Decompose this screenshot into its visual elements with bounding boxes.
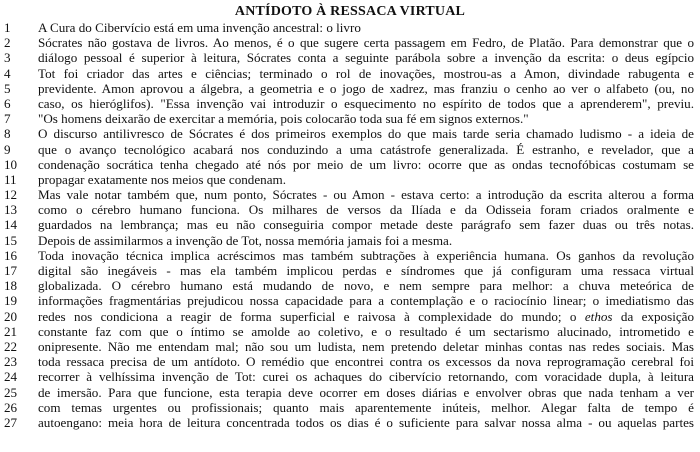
- line-text-segment: Tot foi criador das artes e ciências; terminado o rol de inovações, mostrou-as a Amon, divindade rabugenta e: [38, 65, 694, 81]
- text-line: [0, 400, 700, 415]
- line-text-segment: recorrer à velhíssima invenção de Tot: curei os achaques do cibervício retornando, com voracidade dupla, à leitura: [38, 369, 694, 385]
- line-text: [38, 400, 700, 415]
- text-line: [0, 278, 700, 293]
- line-number: 26: [4, 399, 18, 415]
- line-number: 20: [4, 308, 18, 324]
- text-line: [0, 20, 700, 35]
- line-text-segment: Toda inovação técnica implica acréscimos mas também subtrações à experiência humana. Os ganhos da revolução: [38, 247, 694, 263]
- line-number: 10: [4, 156, 18, 172]
- line-number: 27: [4, 414, 18, 430]
- line-text-segment: Depois de assimilarmos a invenção de Tot, nossa memória jamais foi a mesma.: [38, 232, 453, 248]
- line-text-segment: autoengano: meia hora de leitura concentrada todos os dias é o suficiente para salvar nossa alma - ou aquelas partes: [38, 414, 694, 430]
- text-line: [0, 369, 700, 384]
- document-title: ANTÍDOTO À RESSACA VIRTUAL: [234, 4, 466, 19]
- line-text-segment: previdente. Amon aprovou a álgebra, a geometria e o jogo de xadrez, mas franziu o cenho ao ver o alfabeto (ou, no: [38, 80, 694, 96]
- line-number: 14: [4, 217, 18, 233]
- line-text: [38, 202, 700, 217]
- text-line: [0, 385, 700, 400]
- line-text: [38, 96, 700, 111]
- line-text-segment: como o cérebro humano funciona. Os milhares de versos da Ilíada e da Odisseia foram criados oralmente e: [38, 202, 694, 218]
- text-line: [0, 96, 700, 111]
- text-line: [0, 142, 700, 157]
- line-text: [38, 172, 700, 187]
- line-text-segment: condenação socrática tenha chegado até nós por meio de um livro: ocorre que as ondas tecnofóbicas costumam se: [38, 156, 694, 172]
- line-text: [38, 35, 700, 50]
- line-text-segment: de imersão. Para que funcione, esta terapia deve ocorrer em doses diárias e envolver obras que nada tenham a ver: [38, 384, 694, 400]
- line-text-segment: O discurso antilivresco de Sócrates é dos primeiros exemplos do que mais tarde seria chamado ludismo - a ideia de: [38, 126, 694, 142]
- text-line: [0, 50, 700, 65]
- text-line: [0, 126, 700, 141]
- line-text-segment: guardados na lembrança; mas eu não conseguiria compor metade deste parágrafo sem fazer duas ou três notas.: [38, 217, 694, 233]
- line-text: [38, 278, 700, 293]
- text-line: [0, 263, 700, 278]
- text-line: [0, 309, 700, 324]
- line-text: [38, 20, 700, 35]
- text-line: [0, 354, 700, 369]
- line-number: 15: [4, 232, 18, 248]
- line-text-segment: com temas urgentes ou profissionais; quanto mais aparentemente inúteis, melhor. Alegar falta de tempo é: [38, 399, 694, 415]
- line-text-segment: Sócrates não gostava de livros. Ao menos, é o que sugere certa passagem em Fedro, de Platão. Para demonstrar que o: [38, 35, 694, 51]
- text-line: [0, 202, 700, 217]
- line-text: [38, 157, 700, 172]
- line-number: 17: [4, 263, 18, 278]
- line-text-segment: diálogo pessoal é superior à leitura, Sócrates conta a seguinte parábola sobre a invenção da escrita: o deus egípcio: [38, 50, 694, 66]
- line-number: 1: [4, 20, 11, 35]
- text-line: [0, 111, 700, 126]
- line-text: [38, 187, 700, 202]
- line-number: 5: [4, 80, 11, 96]
- line-number: 7: [4, 111, 11, 127]
- line-number: 24: [4, 369, 18, 385]
- line-number: 18: [4, 278, 18, 294]
- line-text-segment: toda ressaca precisa de um antídoto. O remédio que encontrei contra os excessos da nova reprogramação cerebral foi: [38, 354, 694, 370]
- text-line: [0, 339, 700, 354]
- line-number: 11: [4, 171, 17, 187]
- text-line: [0, 157, 700, 172]
- line-text-segment: Mas vale notar também que, num ponto, Sócrates - ou Amon - estava certo: a introdução da escrita alterou a forma: [38, 187, 694, 203]
- text-line: [0, 35, 700, 50]
- line-text: [38, 81, 700, 96]
- line-number: 23: [4, 354, 18, 370]
- line-text: [38, 142, 700, 157]
- text-line: [0, 248, 700, 263]
- line-number: 16: [4, 247, 18, 263]
- line-text-segment: constante faz com que o íntimo se amolde ao coletivo, e o resultado é um sectarismo alucinado, intrometido e: [38, 323, 694, 339]
- line-text-segment: digital são inegáveis - mas ela também implicou perdas e síndromes que já configuram uma ressaca virtual: [38, 263, 694, 278]
- line-text: [38, 293, 700, 308]
- line-text-segment: caso, os hieróglifos). "Essa invenção vai introduzir o esquecimento no espírito de todos que a aprenderem", previu.: [38, 95, 694, 111]
- line-text-segment: propagar exatamente nos meios que condenam.: [38, 171, 286, 187]
- line-number: 6: [4, 95, 11, 111]
- line-text: [38, 248, 700, 263]
- line-text: [38, 339, 700, 354]
- line-text-segment: que o avanço tecnológico acabará nos conduzindo a uma catástrofe generalizada. É estranho, e revelador, que a: [38, 141, 694, 157]
- line-number: 9: [4, 141, 11, 157]
- line-text: [38, 111, 700, 126]
- line-text: [38, 233, 700, 248]
- line-number: 8: [4, 126, 11, 142]
- line-text: [38, 324, 700, 339]
- line-text: [38, 126, 700, 141]
- line-number: 12: [4, 187, 18, 203]
- text-line: [0, 81, 700, 96]
- line-number: 2: [4, 35, 11, 51]
- line-text: [38, 369, 700, 384]
- line-number: 13: [4, 202, 18, 218]
- line-number: 19: [4, 293, 18, 309]
- line-text-segment: onipresente. Não me entendam mal; não sou um ludista, nem pretendo deletar minhas contas nas redes sociais. Mas: [38, 338, 694, 354]
- line-text: [38, 50, 700, 65]
- numbered-text-body: [0, 20, 700, 430]
- text-line: [0, 217, 700, 232]
- line-text: [38, 66, 700, 81]
- line-text-segment: globalizada. O cérebro humano está mudando de novo, e nem sempre para melhor: a chuva meteórica de: [38, 278, 694, 294]
- text-line: [0, 233, 700, 248]
- line-text-segment: "Os homens deixarão de exercitar a memória, pois colocarão toda sua fé em signos externos.": [38, 111, 529, 127]
- line-text-segment: informações fragmentárias prejudicou nossa capacidade para a contemplação e o raciocínio linear; o imediatismo das: [38, 293, 694, 309]
- line-text: [38, 415, 700, 430]
- line-number: 22: [4, 338, 18, 354]
- text-line: [0, 187, 700, 202]
- line-text: [38, 309, 700, 324]
- line-number: 25: [4, 384, 18, 400]
- line-text: [38, 354, 700, 369]
- italic-term: ethos: [584, 308, 613, 324]
- text-line: [0, 293, 700, 308]
- line-text-segment: A Cura do Cibervício está em uma invenção ancestral: o livro: [38, 20, 361, 35]
- text-line: [0, 172, 700, 187]
- line-number: 21: [4, 323, 18, 339]
- text-line: [0, 66, 700, 81]
- text-line: [0, 415, 700, 430]
- line-number: 3: [4, 50, 11, 66]
- line-text-segment: redes nos condiciona a reagir de forma superficial e raivosa à complexidade do mundo; o: [38, 308, 585, 324]
- text-line: [0, 324, 700, 339]
- line-text-segment: da exposição: [612, 308, 695, 324]
- line-text: [38, 263, 700, 278]
- line-number: 4: [4, 65, 11, 81]
- line-text: [38, 217, 700, 232]
- line-text: [38, 385, 700, 400]
